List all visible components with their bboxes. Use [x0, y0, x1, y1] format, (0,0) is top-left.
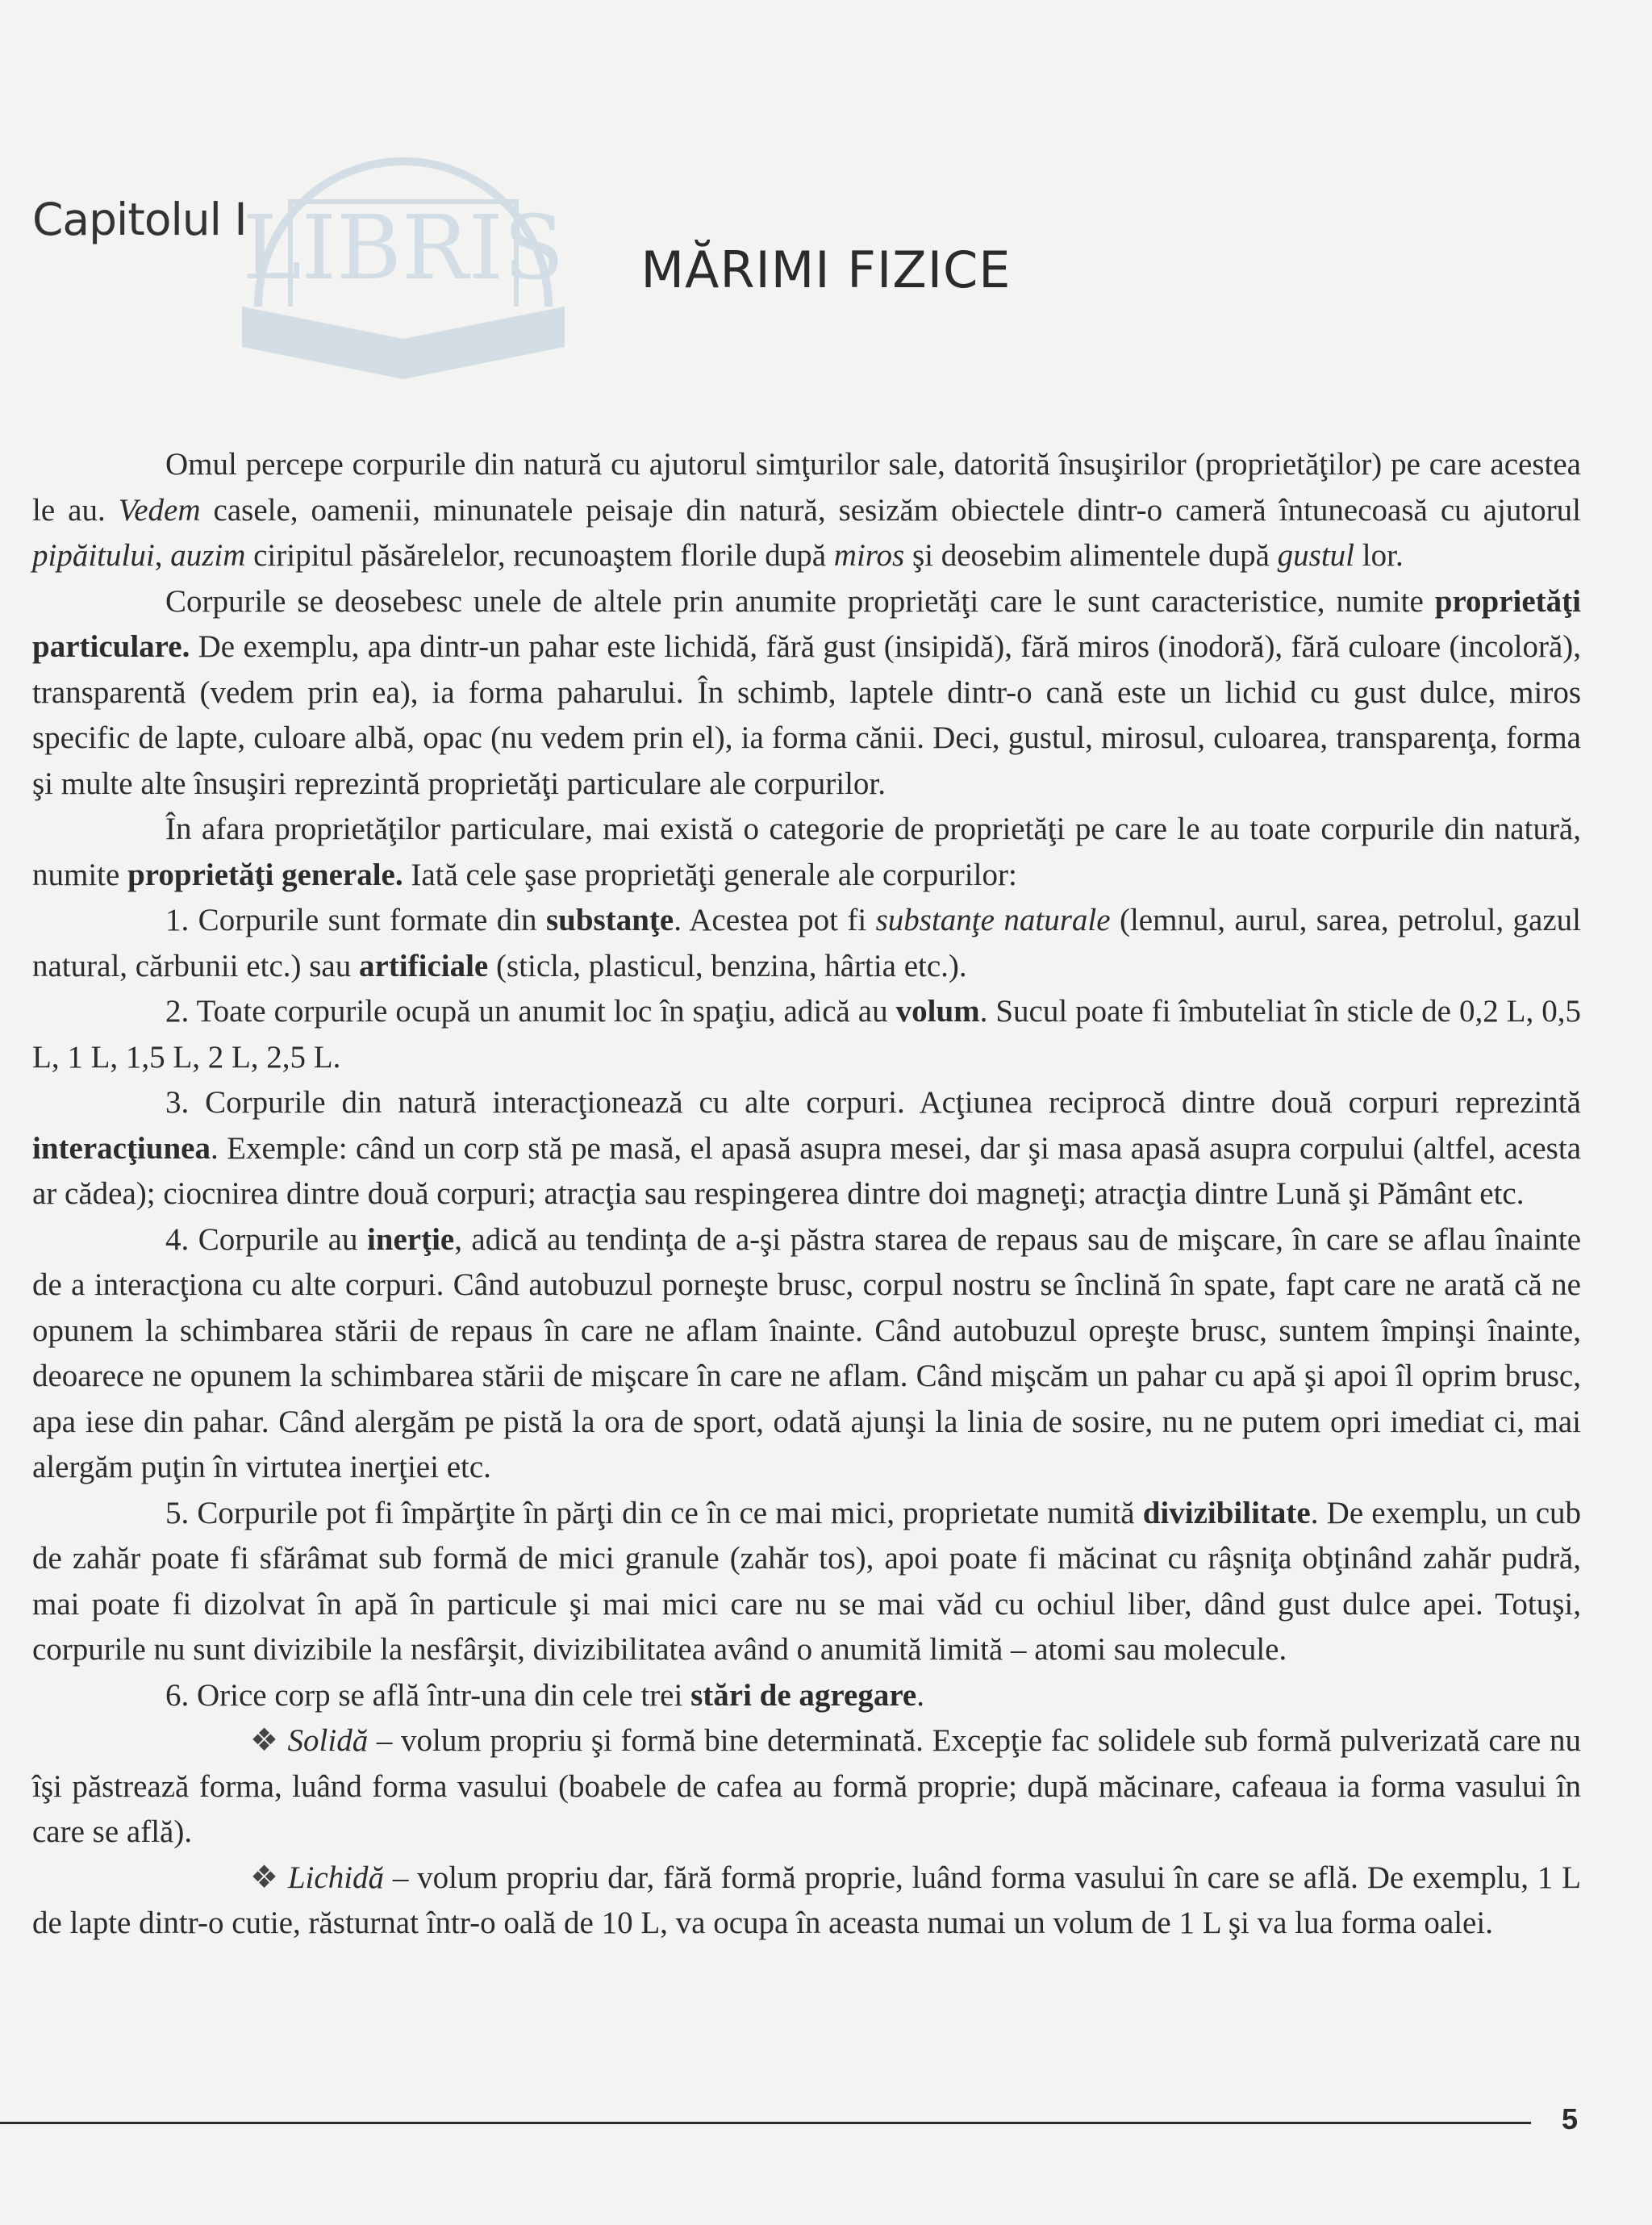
italic-term: Lichidă [287, 1860, 385, 1895]
paragraph [32, 898, 1581, 989]
text-run: 3. Corpurile din natură interacţionează cu alte corpuri. Acţiunea reciprocă dintre două corpuri reprezintă [165, 1085, 1581, 1120]
text-run: , [154, 538, 171, 573]
text-run: – volum propriu dar, fără formă proprie, luând forma vasului în care se află. De exemplu, 1 L de lapte dintr-o cutie, răsturnat într-o oală de 10 L, va ocupa în aceasta numai un volum de 1 L şi va lua forma oalei. [32, 1860, 1582, 1940]
text-run: Iată cele şase proprietăţi generale ale corpurilor: [403, 857, 1017, 892]
text-run: . De exemplu, un cub de zahăr poate fi sfărâmat sub formă de mici granule (zahăr tos), apoi poate fi măcinat cu râşniţa obţinând zahăr pudră, mai poate fi dizolvat în apă în particule şi mai mici care nu se mai văd cu ochiul liber, dând gust dulce apei. Totuşi, corpurile nu sunt divizibile la nesfârşit, divizibilitatea având o anumită limită – atomi sau molecule. [32, 1495, 1581, 1667]
text-run: 4. Corpurile au [165, 1221, 367, 1257]
bold-term: divizibilitate [1142, 1495, 1311, 1530]
bold-term: substanţe [545, 903, 674, 937]
svg-text:LIBRIS: LIBRIS [242, 196, 565, 299]
paragraph [32, 1673, 1581, 1719]
italic-term: auzim [170, 538, 246, 573]
page-number: 5 [1562, 2102, 1579, 2135]
paragraph [32, 579, 1581, 808]
bold-term: interacţiunea [32, 1130, 211, 1166]
paragraph [32, 1491, 1581, 1673]
text-run: Omul percepe corpurile din natură cu ajutorul simţurilor sale, datorită însuşirilor (proprietăţilor) pe care acestea le au. [32, 447, 1581, 528]
text-run: lor. [1354, 538, 1404, 573]
text-run: . Exemple: când un corp stă pe masă, el apasă asupra mesei, dar şi masa apasă asupra corpului (altfel, acesta ar cădea); ciocnirea dintre două corpuri; atracţia sau respingerea dintre doi magneţi; atracţia dintre Lună şi Pământ etc. [32, 1130, 1581, 1211]
paragraph [32, 1080, 1581, 1217]
bold-term: volum [895, 994, 980, 1029]
footer-rule [0, 2122, 1531, 2124]
italic-term: pipăitului [32, 538, 155, 573]
italic-term: miros [833, 538, 905, 573]
paragraph [32, 442, 1581, 579]
text-run: 5. Corpurile pot fi împărţite în părţi din ce în ce mai mici, proprietate numită [165, 1495, 1143, 1530]
bold-term: proprietăţi generale. [127, 857, 403, 892]
text-run: Corpurile se deosebesc unele de altele prin anumite proprietăţi care le sunt caracteristice, numite [165, 583, 1435, 619]
paragraph [32, 989, 1581, 1080]
italic-term: substanţe naturale [875, 903, 1111, 937]
bold-term: proprietăţi particulare. [32, 583, 1581, 664]
text-run: . Sucul poate fi îmbuteliat în sticle de 0,2 L, 0,5 L, 1 L, 1,5 L, 2 L, 2,5 L. [32, 994, 1581, 1075]
text-run: ciripitul păsărelelor, recunoaştem florile după [245, 538, 834, 573]
text-run: 2. Toate corpurile ocupă un anumit loc în spaţiu, adică au [165, 994, 896, 1029]
text-run: . [916, 1677, 924, 1713]
bold-term: stări de agregare [690, 1677, 917, 1713]
text-run: şi deosebim alimentele după [904, 538, 1278, 573]
text-run: (lemnul, aurul, sarea, petrolul, gazul natural, cărbunii etc.) sau [32, 903, 1581, 983]
text-run: În afara proprietăţilor particulare, mai există o categorie de proprietăţi pe care le au toate corpurile din natură, numite [32, 812, 1581, 892]
text-run: – volum propriu şi formă bine determinată. Excepţie fac solidele sub formă pulverizată care nu îşi păstrează forma, luând forma vasului (boabele de cafea au formă proprie; după măcinare, cafeaua ia forma vasului în care se află). [32, 1723, 1581, 1849]
italic-term: Vedem [118, 492, 201, 528]
text-run: . Acestea pot fi [674, 903, 876, 937]
diamond-bullet-icon: ❖ [250, 1723, 288, 1758]
diamond-bullet-icon: ❖ [250, 1860, 288, 1895]
text-run: De exemplu, apa dintr-un pahar este lichidă, fără gust (insipidă), fără miros (inodoră), fără culoare (incoloră), transparentă (vedem prin ea), ia forma paharului. În schimb, laptele dintr-o cană este un lichid cu gust dulce, miros specific de lapte, culoare albă, opac (nu vedem prin el), ia forma cănii. Deci, gustul, mirosul, culoarea, transparenţa, forma şi multe alte însuşiri reprezintă proprietăţi particulare ale corpurilor. [32, 629, 1581, 801]
text-run: , adică au tendinţa de a-şi păstra starea de repaus sau de mişcare, în care se aflau înainte de a interacţiona cu alte corpuri. Când autobuzul porneşte brusc, corpul nostru se înclină în spate, fapt care ne arată că ne opunem la schimbarea stării de repaus în care ne aflam înainte. Când autobuzul opreşte brusc, suntem împinşi înainte, deoarece ne opunem la schimbarea stării de mişcare în care ne aflam. Când mişcăm un pahar cu apă şi apoi îl oprim brusc, apa iese din pahar. Când alergăm pe pistă la ora de sport, odată ajunşi la linia de sosire, nu ne putem opri imediat ci, mai alergăm puţin în virtutea inerţiei etc. [32, 1221, 1582, 1484]
italic-term: Solidă [287, 1723, 369, 1758]
paragraph [32, 1217, 1581, 1491]
bold-term: artificiale [359, 948, 489, 983]
text-run: 6. Orice corp se află într-una din cele trei [165, 1677, 691, 1713]
text-run: (sticla, plasticul, benzina, hârtia etc.). [488, 948, 967, 983]
chapter-title: MĂRIMI FIZICE [640, 240, 1012, 299]
text-run: 1. Corpurile sunt formate din [165, 903, 546, 937]
bold-term: inerţie [366, 1221, 455, 1257]
chapter-label: Capitolul I [32, 194, 247, 245]
paragraph [32, 807, 1581, 898]
body-text [32, 442, 1581, 1947]
paragraph [32, 1856, 1581, 1947]
paragraph [32, 1718, 1581, 1856]
text-run: casele, oamenii, minunatele peisaje din natură, sesizăm obiectele dintr-o cameră întunecoasă cu ajutorul [200, 492, 1581, 528]
italic-term: gustul [1277, 538, 1355, 573]
